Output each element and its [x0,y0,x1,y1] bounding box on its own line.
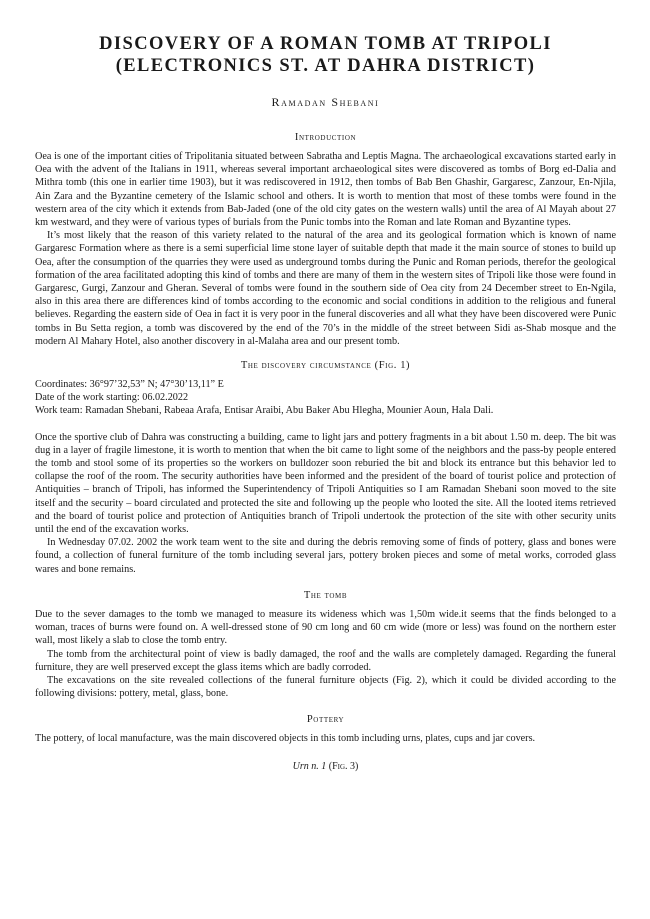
tomb-paragraph-3: The excavations on the site revealed collections of the funeral furniture objects (Fig. 2), which it could be divided according to the following divisions: pottery, metal, glass, bone. [35,674,616,700]
intro-paragraph-1: Oea is one of the important cities of Tripolitania situated between Sabratha and Leptis Magna. The archaeological excavations started early in Oea with the advent of the Italians in 1911, whereas several important archaeological sites were discovered as tombs of Borg ed-Dalia and Mithra tomb (this one in earlier time 1903), but it was rediscovered in 1912, then tombs of Bab Ben Ghashir, Gargaresc, Zanzour, En-Njila, Ain Zara and the Byzantine cemetery of the Islamic school and others. It is worth to mention that most of these tombs were found in the western area of the city which it extends from Bab-Jaded (one of the old city gates on the western walls) until the area of Al Mayah about 27 km westward, and they were of various types of burials from the Punic tombs into the Roman and late Roman and Byzantine types. [35,151,616,229]
intro-paragraph-2: It’s most likely that the reason of this variety related to the natural of the area and its geological formation which is known of name Gargaresc Formation where as there is a semi superficial lime stone layer of suitable depth that made it the main source of stones to build up Oea, after the consumption of the quarries they were used as underground tombs during the Punic and Roman periods, therefor the geological formation of the area facilitated adopting this kind of tombs and there are many of them in the western sites of Tripoli like those were found in Gargaresc, Gurgi, Zanzour and Gheran. Several of tombs were found in the southern side of Oea city from 24 December street to En-Ngila, also in this area there are differences kind of tombs according to the economic and social conditions in addition to the religious and funeral believes. Regarding the eastern side of Oea in fact it is very poor in the funeral discoveries and all what they have been discovered were Punic tombs in Bu Setta region, a tomb was discovered by the end of the 70’s in the middle of the street between Sidi as-Shab mosque and the modern Al Mahary Hotel, also another discovery in al-Malaha area and our present tomb. [35,230,616,347]
pottery-paragraph-1: The pottery, of local manufacture, was the main discovered objects in this tomb including urns, plates, cups and jar covers. [35,733,536,745]
figure-caption [35,760,616,773]
section-heading-pottery: Pottery [306,714,345,726]
article-title-line-2: (ELECTRONICS ST. AT DAHRA DISTRICT) [115,56,536,76]
article-title-line-1: DISCOVERY OF A ROMAN TOMB AT TRIPOLI [99,34,552,54]
section-heading-discovery: The discovery circumstance (Fig. 1) [240,360,411,372]
caption-fig-ref: (Fig. 3) [328,760,359,772]
discovery-paragraph-1: Once the sportive club of Dahra was constructing a building, came to light jars and pottery fragments in a bit about 1.50 m. deep. The bit was dug in a layer of fragile limestone, it is worth to mention that when the bit came to light some of the neighbors and the pass-by people entered the tomb and stool some of its properties so the workers on bulldozer soon reburied the bit and block its entrance but this behavior led to collapse the roof of the room. The security authorities have been informed and the president of the board of tourist police and protection of Antiquities – branch of Tripoli, has informed the Superintendency of Tripoli Antiquities so I am Ramadan Shebani soon moved to the site itself and the security – board circulated and protected the site and following up the people who looted the site. All the looted items retrieved and the board of tourist police and protection of Antiquities branch of Tripoli undertook the protection of the site with other security units until the end of the excavation works. [35,431,616,536]
caption-urn-label: Urn n. 1 [292,760,327,772]
author-name: Ramadan Shebani [271,95,380,109]
work-team-line: Work team: Ramadan Shebani, Rabeaa Arafa, Entisar Araibi, Abu Baker Abu Hlegha, Mounier Aoun, Hala Dali. [35,405,494,417]
tomb-paragraph-1: Due to the sever damages to the tomb we managed to measure its wideness which was 1,50m wide.it seems that the finds belonged to a woman, traces of burns were found on. A well-dressed stone of 90 cm long and 60 cm wide (more or less) was found on the northern ester wall, most likely a slab to close the tomb entry. [35,608,616,647]
tomb-paragraph-2: The tomb from the architectural point of view is badly damaged, the roof and the walls are completely damaged. Regarding the funeral furniture, they are well preserved except the glass items which are badly corroded. [35,648,616,673]
section-heading-tomb: The tomb [303,589,348,601]
coordinates-line: Coordinates: 36°97’32,53” N; 47°30’13,11” E [35,379,224,391]
section-heading-introduction: Introduction [294,132,357,143]
discovery-paragraph-2: In Wednesday 07.02. 2002 the work team went to the site and during the debris removing some of finds of pottery, glass and bones were found, a collection of funeral furniture of the tomb including several jars, pottery broken pieces and some of metal works, corroded glass wares and bone remains. [35,537,616,575]
date-line: Date of the work starting: 06.02.2022 [35,392,189,404]
